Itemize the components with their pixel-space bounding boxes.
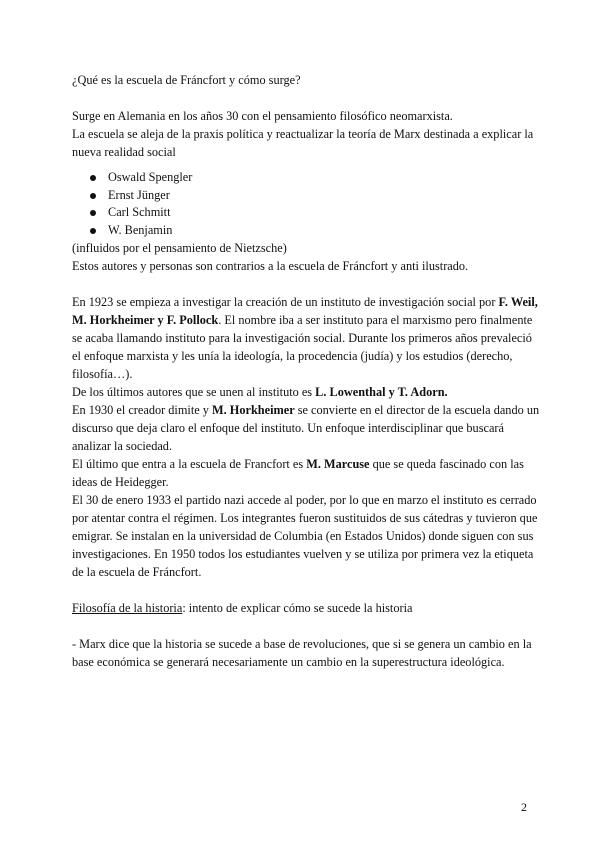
author-name: Oswald Spengler <box>108 170 193 184</box>
contrary-note: Estos autores y personas son contrarios a la escuela de Fráncfort y anti ilustrado. <box>72 259 469 273</box>
intro-line-2: La escuela se aleja de la praxis política y reactualizar la teoría de Marx destinada a explicar la nueva realidad social <box>72 127 534 159</box>
bullet-icon <box>90 175 96 181</box>
text-run: . El nombre iba a ser instituto para el marxismo pero finalmente se acaba llamando instituto para la investigación social. Durante los primeros años prevaleció el enfoque marxista y les unía la ideología, la procedencia (judía) y los estudios (derecho, filosofía…). <box>72 313 533 381</box>
history-paragraph-5: El 30 de enero 1933 el partido nazi accede al poder, por lo que en marzo el instituto es cerrado por atentar contra el régimen. Los integrantes fueron sustituidos de sus cátedras y tuvieron que emigrar. Se instalan en la universidad de Columbia (en Estados Unidos) donde siguen con sus investigaciones. En 1950 todos los estudiantes vuelven y se utiliza por primera vez la etiqueta de la escuela de Fráncfort. <box>72 493 538 579</box>
marx-point: - Marx dice que la historia se sucede a base de revoluciones, que si se genera un cambio en la base económica se generará necesariamente un cambio en la superestructura ideológica. <box>72 637 532 669</box>
text-run: que se queda fascinado con las ideas de Heidegger. <box>72 457 524 489</box>
text-run: De los últimos autores que se unen al instituto es <box>72 385 316 399</box>
text-run: En 1923 se empieza a investigar la creación de un instituto de investigación social por <box>72 295 499 309</box>
author-name: Carl Schmitt <box>108 205 171 219</box>
bullet-icon <box>90 228 96 234</box>
history-paragraph-2 <box>72 383 542 401</box>
bullet-icon <box>90 193 96 199</box>
question-heading: ¿Qué es la escuela de Fráncfort y cómo surge? <box>72 73 301 87</box>
text-run: El último que entra a la escuela de Francfort es <box>72 457 307 471</box>
founders-names: F. Weil, M. Horkheimer y F. Pollock <box>72 295 538 327</box>
bullet-icon <box>90 210 96 216</box>
director-name: M. Horkheimer <box>212 403 295 417</box>
philosophy-heading: Filosofía de la historia <box>72 601 183 615</box>
philosophy-section <box>72 599 542 617</box>
last-member-name: M. Marcuse <box>306 457 370 471</box>
author-name: Ernst Jünger <box>108 187 170 202</box>
author-name: W. Benjamin <box>108 222 173 237</box>
late-members-names: L. Lowenthal y T. Adorn. <box>315 385 448 399</box>
list-item <box>90 169 542 187</box>
list-item <box>90 187 542 205</box>
history-paragraph-4 <box>72 455 542 491</box>
history-paragraph-3 <box>72 401 542 455</box>
authors-list <box>72 169 542 239</box>
page-content <box>72 71 542 671</box>
text-run: se convierte en el director de la escuela dando un discurso que deja claro el enfoque del instituto. Un enfoque interdisciplinar que buscará analizar la sociedad. <box>72 403 540 453</box>
intro-line-1: Surge en Alemania en los años 30 con el pensamiento filosófico neomarxista. <box>72 109 453 123</box>
history-paragraph-1 <box>72 293 542 383</box>
text-run: En 1930 el creador dimite y <box>72 403 213 417</box>
list-item <box>90 204 542 222</box>
page-number: 2 <box>521 800 527 814</box>
list-item <box>90 222 542 240</box>
influence-note: (influidos por el pensamiento de Nietzsche) <box>72 241 287 255</box>
philosophy-definition: : intento de explicar cómo se sucede la historia <box>182 601 413 615</box>
